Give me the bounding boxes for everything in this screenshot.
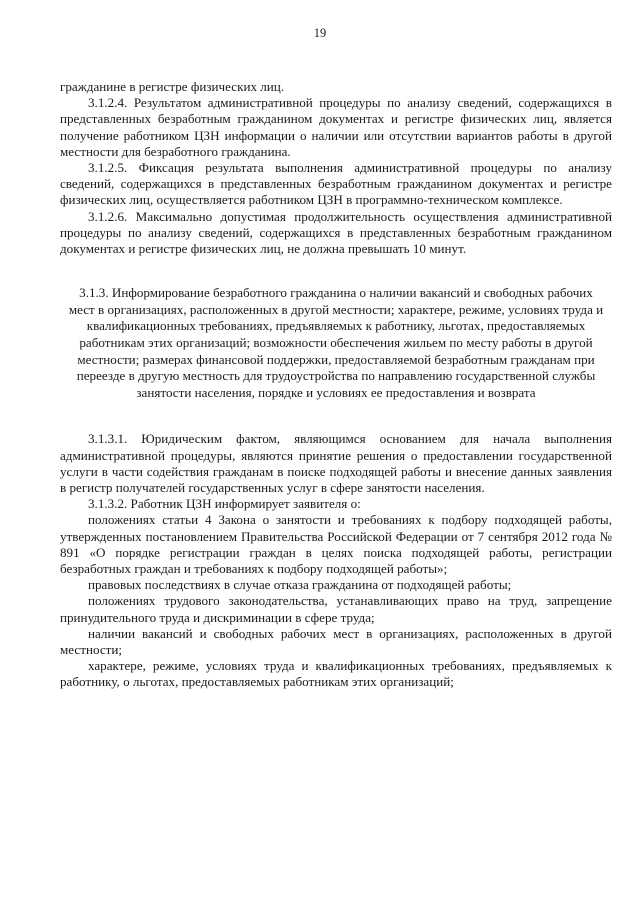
paragraph-3-1-3-1: 3.1.3.1. Юридическим фактом, являющимся основанием для начала выполнения административной процедуры, являются принятие решения о предоставлении государственной услуги в части содействия гражданам в поиске подходящей работы и внесение данных заявления в регистр получателей государственных услуг в сфере занятости населения. bbox=[60, 431, 612, 495]
list-item-law-provisions: положениях статьи 4 Закона о занятости и требованиях к подбору подходящей работы, утвержденных постановлением Правительства Российской Федерации от 7 сентября 2012 года № 891 «О порядке регистрации граждан в целях поиска подходящей работы, регистрации безработных граждан и требованиях к подбору подходящей работы»; bbox=[60, 512, 612, 577]
paragraph-3-1-2-4: 3.1.2.4. Результатом административной процедуры по анализу сведений, содержащихся в представленных безработным гражданином документах и регистре физических лиц, является получение работником ЦЗН информации о наличии или отсутствии вариантов работы в другой местности для безработного гражданина. bbox=[60, 95, 612, 159]
paragraph-3-1-2-6: 3.1.2.6. Максимально допустимая продолжительность осуществления административной процедуры по анализу сведений, содержащихся в представленных безработным гражданином документах и регистре физических лиц, не должна превышать 10 минут. bbox=[60, 208, 612, 257]
list-item-work-conditions: характере, режиме, условиях труда и квалификационных требованиях, предъявляемых к работнику, о льготах, предоставляемых работникам этих организаций; bbox=[60, 658, 612, 690]
section-spacer bbox=[60, 401, 612, 431]
paragraph-3-1-2-5: 3.1.2.5. Фиксация результата выполнения административной процедуры по анализу сведений, содержащихся в представленных безработным гражданином документах и регистре физических лиц, осуществляется работником ЦЗН в программно-техническом комплексе. bbox=[60, 160, 612, 208]
section-heading-3-1-3: 3.1.3. Информирование безработного гражданина о наличии вакансий и свободных рабочих мест в организациях, расположенных в другой местности; характере, режиме, условиях труда и квалификационных требованиях, предъявляемых к работнику, льготах, предоставляемых работникам этих организаций; возможности обеспечения жильем по месту работы в другой местности; размерах финансовой поддержки, предоставляемой безработным гражданам при переезде в другую местность для трудоустройства по направлению государственной службы занятости населения, порядке и условиях ее предоставления и возврата bbox=[68, 285, 604, 400]
list-item-legal-consequences: правовых последствиях в случае отказа гражданина от подходящей работы; bbox=[88, 577, 512, 593]
list-item-labor-legislation: положениях трудового законодательства, устанавливающих право на труд, запрещение принудительного труда и дискриминации в сфере труда; bbox=[60, 593, 612, 625]
paragraph-3-1-3-2: 3.1.3.2. Работник ЦЗН информирует заявителя о: bbox=[88, 496, 361, 512]
paragraph-continuation: гражданине в регистре физических лиц. bbox=[60, 79, 285, 94]
document-body bbox=[60, 79, 612, 691]
page-number: 19 bbox=[313, 26, 327, 40]
list-item-vacancies: наличии вакансий и свободных рабочих мест в организациях, расположенных в другой местности; bbox=[60, 625, 612, 658]
